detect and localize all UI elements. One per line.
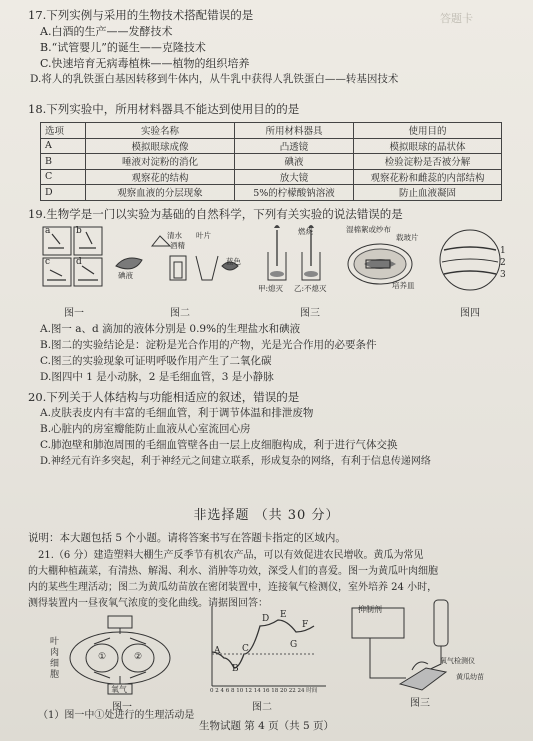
bleed-through-text: 答题卡 [440,12,473,25]
table-row [41,138,502,154]
fig2-label-leaf: 叶片 [196,231,211,240]
table-row [41,185,502,201]
q21-fig2-point-a: A [214,646,221,656]
q19-fig2-caption: 图二 [170,308,190,319]
q20-option-d: D.神经元有许多突起，利于神经元之间建立联系，形成复杂的网络，有利于信息传递网络 [40,456,431,467]
q21-fig2-point-g: G [290,640,298,650]
q17-option-d: D.将人的乳铁蛋白基因转移到牛体内，从牛乳中获得人乳铁蛋白——转基因技术 [30,73,399,85]
table-row [41,154,502,170]
fig1-letter-c: c [45,257,51,267]
q18-stem: 18.下列实验中，所用材料器具不能达到使用目的的是 [28,102,300,116]
q19-stem: 19.生物学是一门以实验为基础的自然科学，下列有关实验的说法错误的是 [28,207,403,221]
fig2-label-alcohol: 酒精 [170,241,185,250]
fig4-label-dish: 培养皿 [392,281,415,290]
q21-fig2-point-b: B [232,664,239,674]
fig4-vessel-1: 1 [500,246,506,256]
q21-line-2: 的大棚种植蔬菜，有清热、解渴、利水、消肿等功效，深受人们的喜爱。图一为黄瓜叶肉细胞 [28,566,438,577]
table-cell: 检验淀粉是否被分解 [354,154,502,170]
q21-fig2-caption: 图二 [252,702,272,713]
fig1-letter-a: a [45,226,51,236]
page-footer: 生物试题 第 4 页（共 5 页） [198,720,335,732]
table-cell: 模拟眼球的晶状体 [354,138,502,154]
oxygen-curve [212,620,314,668]
q21-fig2-point-d: D [262,614,270,624]
table-cell: D [41,185,86,201]
q20-option-c: C.肺泡壁和肺泡周围的毛细血管壁各由一层上皮细胞构成，利于进行气体交换 [40,439,398,451]
fig2-label-blue: 蓝色 [226,257,241,266]
fig3-label-jar-a: 甲:熄灭 [258,284,284,293]
q21-line-3: 内的某些生理活动；图二为黄瓜幼苗放在密闭装置中，连接氧气检测仪，室外培养 24 小时， [28,582,438,593]
q21-fig1-oxygen: 氧气 [111,685,127,694]
q20-option-b: B.心脏内的房室瓣能防止血液从心室流回心房 [40,423,251,435]
q21-line-1: 21.（6 分）建造塑料大棚生产反季节有机农产品，可以有效促进农民增收。黄瓜为常见 [38,550,424,561]
q20-option-a: A.皮肤表皮内有丰富的毛细血管，利于调节体温和排泄废物 [40,407,314,419]
q19-option-c: C.图三的实验现象可证明呼吸作用产生了二氧化碳 [40,355,272,367]
table-cell: 唾液对淀粉的消化 [86,154,235,170]
fig4-label-cotton: 湿棉絮或纱布 [346,225,391,234]
experiment-table [40,122,502,201]
q21-fig1-organelle-1: ① [98,652,107,662]
q19-option-a: A.图一 a、d 滴加的液体分别是 0.9%的生理盐水和碘液 [40,323,301,335]
q19-option-d: D.图四中 1 是小动脉，2 是毛细血管，3 是小静脉 [40,371,274,383]
table-cell: 凸透镜 [235,138,354,154]
table-cell: 放大镜 [235,169,354,185]
fig4-vessel-3: 3 [500,270,506,280]
table-cell: 观察花粉和雌蕊的内部结构 [354,169,502,185]
q20-stem: 20.下列关于人体结构与功能相适应的叙述，错误的是 [28,390,300,404]
q21-fig1-vertical-4: 胞 [50,670,60,680]
q21-fig1-vertical-3: 细 [50,659,60,669]
q21-fig1-vertical-1: 叶 [50,637,60,647]
q21-fig1-organelle-2: ② [134,652,143,662]
table-header-cell: 实验名称 [86,123,235,139]
q21-fig3-label-3: 黄瓜幼苗 [456,673,484,681]
q19-option-b: B.图二的实验结论是：淀粉是光合作用的产物，光是光合作用的必要条件 [40,339,377,351]
q21-fig2-point-f: F [302,620,309,630]
q21-line-4: 测得装置内一昼夜氧气浓度的变化曲线。请据图回答： [28,598,268,609]
section-note: 说明：本大题包括 5 个小题。请将答案书写在答题卡指定的区域内。 [28,532,346,544]
table-row [41,169,502,185]
fig1-letter-d: d [76,257,82,267]
q21-fig1-caption: 图一 [112,702,132,713]
table-cell: B [41,154,86,170]
q17-option-c: C.快速培育无病毒植株——植物的组织培养 [40,57,250,70]
q19-fig3-caption: 图三 [300,308,320,319]
q21-fig2-point-c: C [242,644,249,654]
q21-fig3-caption: 图三 [410,698,430,709]
table-header-row [41,123,502,139]
table-header-cell: 所用材料器具 [235,123,354,139]
fig2-label-water: 清水 [167,231,182,240]
table-header-cell: 使用目的 [354,123,502,139]
q17-stem: 17.下列实例与采用的生物技术搭配错误的是 [28,8,254,22]
q21-fig3-label-1: 抑制剂 [358,605,382,614]
table-header-cell: 选项 [41,123,86,139]
section-heading: 非选择题 （共 30 分） [193,508,340,523]
table-cell: 碘液 [235,154,354,170]
table-cell: A [41,138,86,154]
table-cell: 防止血液凝固 [354,185,502,201]
q17-option-b: B.“试管婴儿”的诞生——克隆技术 [40,41,206,54]
fig3-label-jar-b: 乙:不熄灭 [294,284,327,293]
q19-fig4-caption: 图四 [460,308,480,319]
table-cell: 观察花的结构 [86,169,235,185]
q21-sub-1: （1）图一中①处进行的生理活动是 [38,710,195,721]
fig3-label-burn: 燃烧 [298,227,313,236]
table-cell: 观察血液的分层现象 [86,185,235,201]
table-cell: 5%的柠檬酸钠溶液 [235,185,354,201]
table-cell: C [41,169,86,185]
q19-figure-1 [42,226,104,288]
table-cell: 模拟眼球成像 [86,138,235,154]
q21-fig1-vertical-2: 肉 [50,648,60,658]
fig4-vessel-2: 2 [500,258,506,268]
fig2-label-iodine: 碘液 [118,271,133,280]
q21-fig2-ticks: 0 2 4 6 8 10 12 14 16 18 20 22 24 时间 [210,688,318,694]
q21-fig2-point-e: E [280,610,287,620]
q19-fig1-caption: 图一 [64,308,84,319]
q17-option-a: A.白酒的生产——发酵技术 [40,25,173,38]
fig1-letter-b: b [76,226,82,236]
fig4-label-slide: 载玻片 [396,233,419,242]
q21-fig3-label-2: 氧气检测仪 [440,657,475,665]
